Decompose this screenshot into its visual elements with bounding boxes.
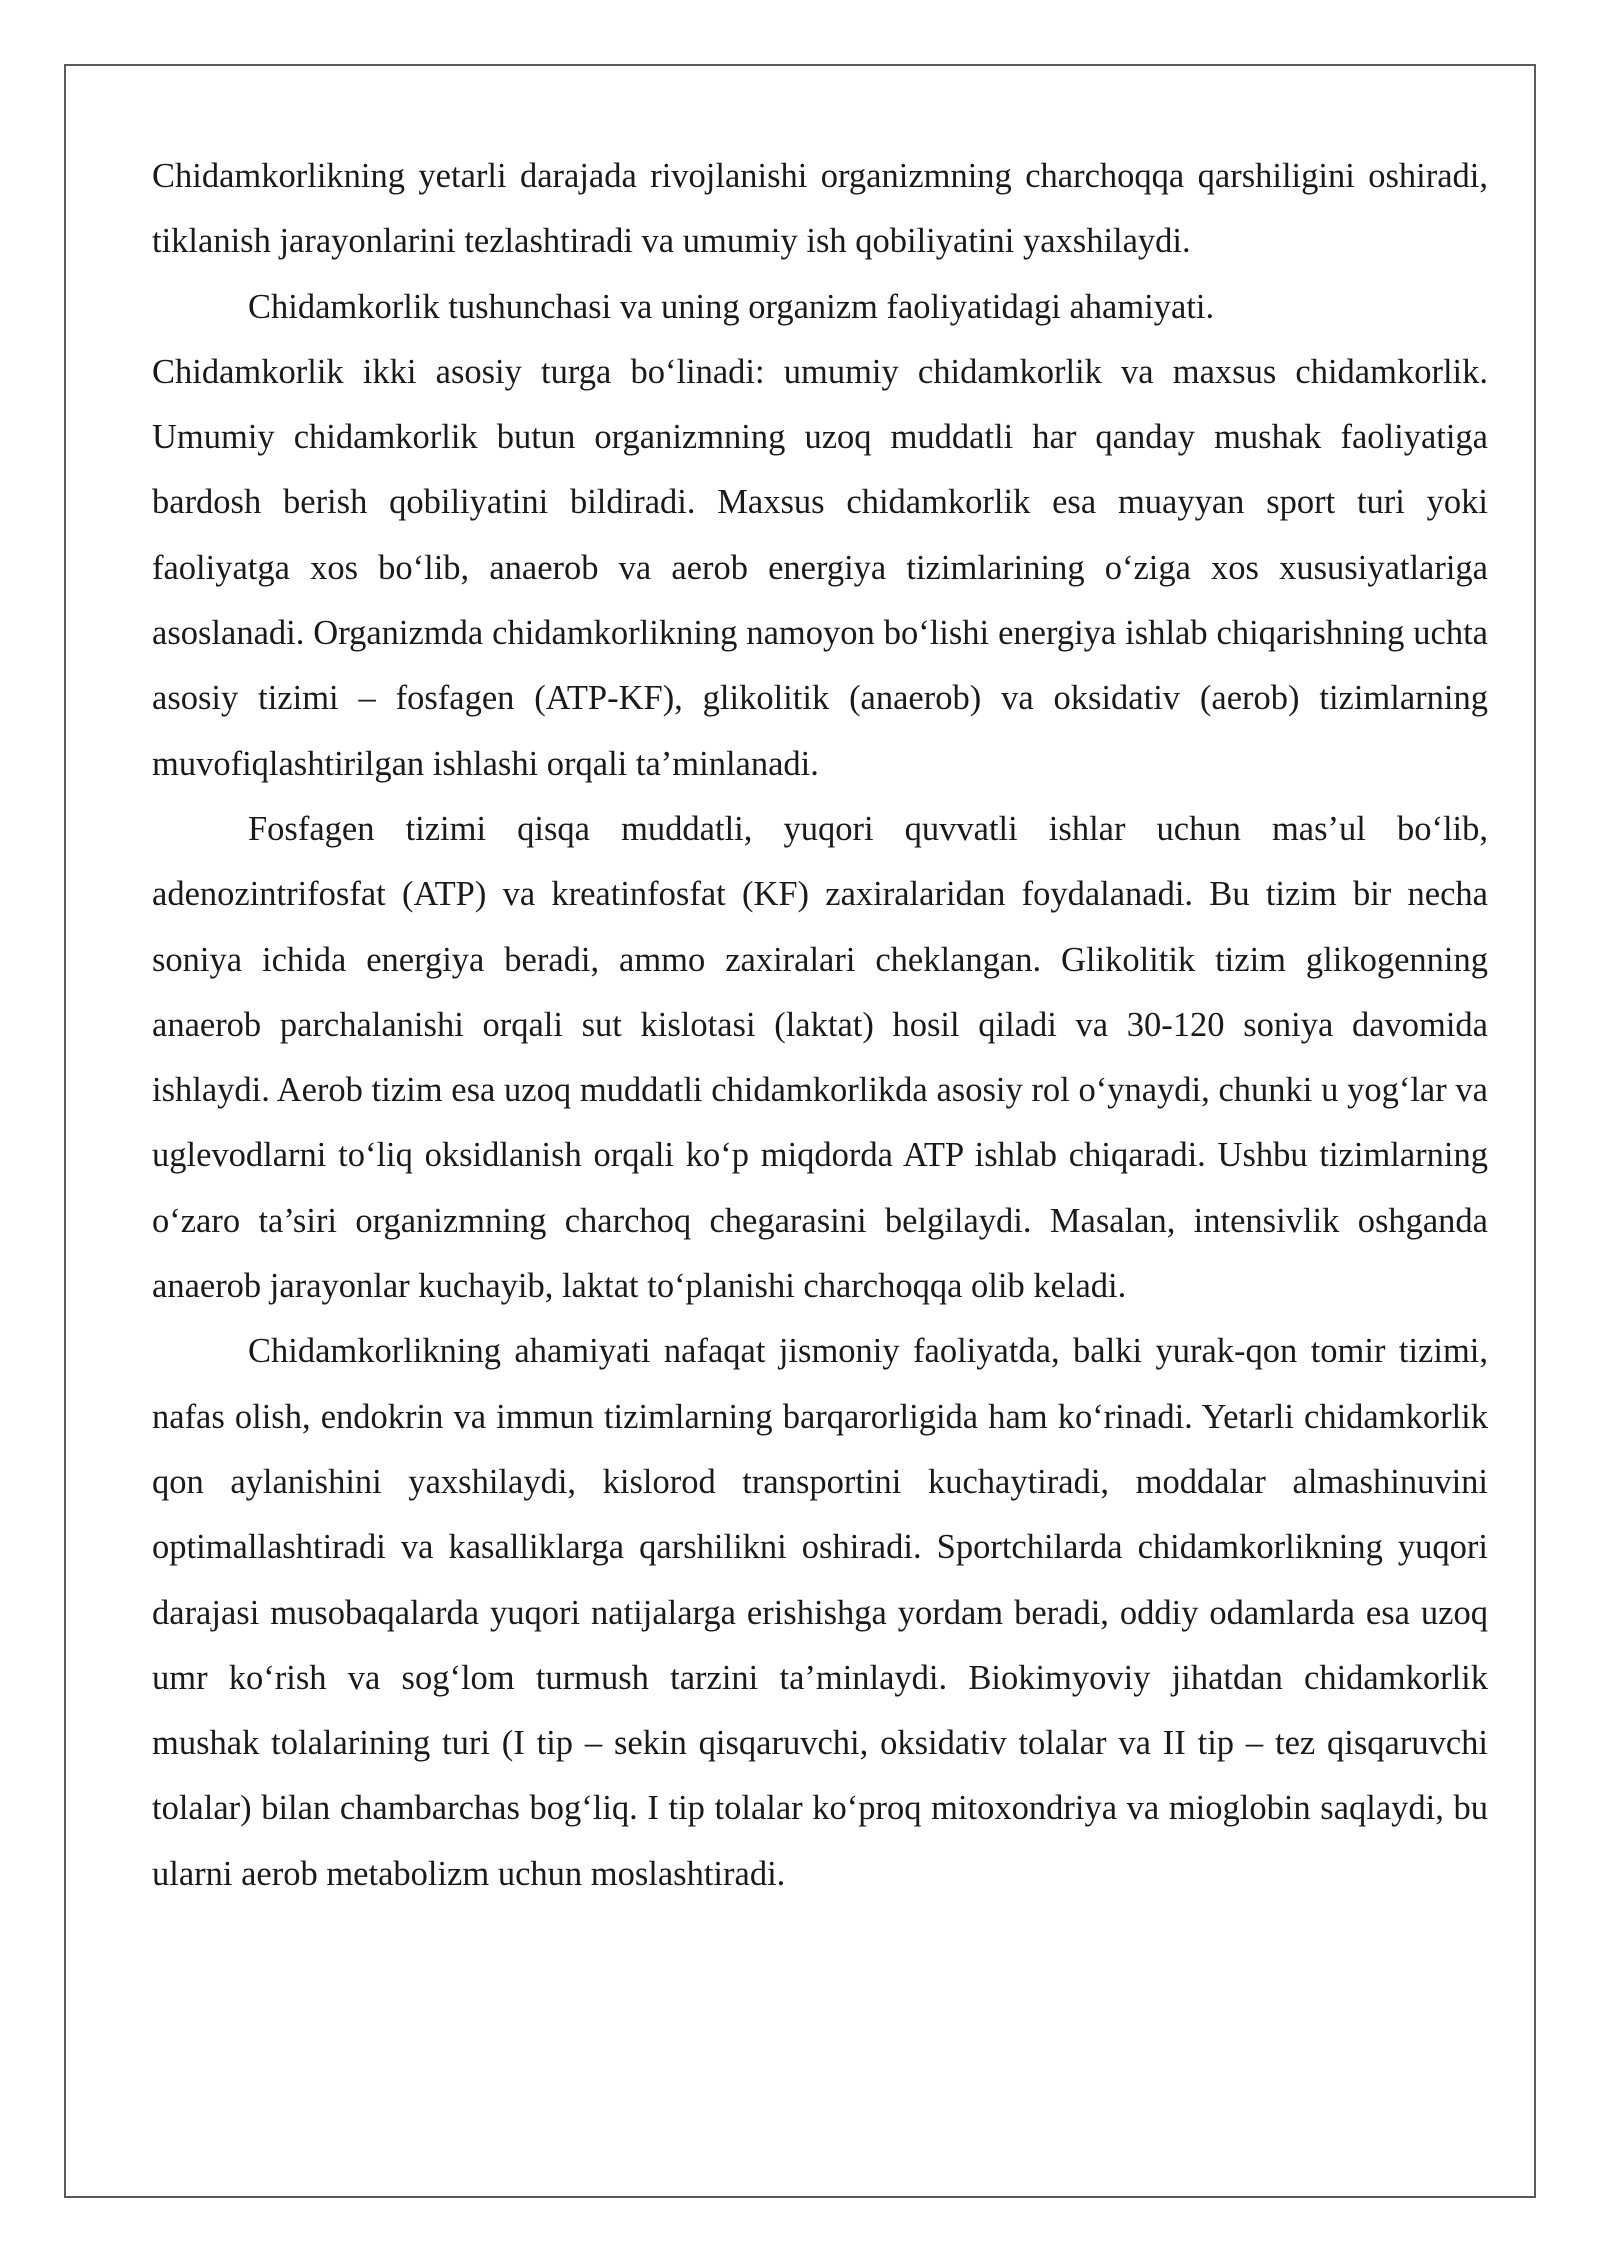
document-body xyxy=(152,144,1488,1907)
paragraph-endurance-importance: Chidamkorlikning ahamiyati nafaqat jismoniy faoliyatda, balki yurak-qon tomir tizimi, nafas olish, endokrin va immun tizimlarning barqarorligida ham ko‘rinadi. Yetarli chidamkorlik qon aylanishini yaxshilaydi, kislorod transportini kuchaytiradi, moddalar almashinuvini optimallashtiradi va kasalliklarga qarshilikni oshiradi. Sportchilarda chidamkorlikning yuqori darajasi musobaqalarda yuqori natijalarga erishishga yordam beradi, oddiy odamlarda esa uzoq umr ko‘rish va sog‘lom turmush tarzini ta’minlaydi. Biokimyoviy jihatdan chidamkorlik mushak tolalarining turi (I tip – sekin qisqaruvchi, oksidativ tolalar va II tip – tez qisqaruvchi tolalar) bilan chambarchas bog‘liq. I tip tolalar ko‘proq mitoxondriya va mioglobin saqlaydi, bu ularni aerob metabolizm uchun moslashtiradi. xyxy=(152,1332,1488,1893)
paragraph-energy-systems: Fosfagen tizimi qisqa muddatli, yuqori quvvatli ishlar uchun mas’ul bo‘lib, adenozintrifosfat (ATP) va kreatinfosfat (KF) zaxiralaridan foydalanadi. Bu tizim bir necha soniya ichida energiya beradi, ammo zaxiralari cheklangan. Glikolitik tizim glikogenning anaerob parchalanishi orqali sut kislotasi (laktat) hosil qiladi va 30-120 soniya davomida ishlaydi. Aerob tizim esa uzoq muddatli chidamkorlikda asosiy rol o‘ynaydi, chunki u yog‘lar va uglevodlarni to‘liq oksidlanish orqali ko‘p miqdorda ATP ishlab chiqaradi. Ushbu tizimlarning o‘zaro ta’siri organizmning charchoq chegarasini belgilaydi. Masalan, intensivlik oshganda anaerob jarayonlar kuchayib, laktat to‘planishi charchoqqa olib keladi. xyxy=(152,809,1488,1306)
paragraph-intro: Chidamkorlikning yetarli darajada rivojlanishi organizmning charchoqqa qarshiligini oshiradi, tiklanish jarayonlarini tezlashtiradi va umumiy ish qobiliyatini yaxshilaydi. xyxy=(152,157,1488,261)
section-heading: Chidamkorlik tushunchasi va uning organizm faoliyatidagi ahamiyati. xyxy=(248,287,1215,326)
paragraph-endurance-types: Chidamkorlik ikki asosiy turga bo‘linadi: umumiy chidamkorlik va maxsus chidamkorlik. Umumiy chidamkorlik butun organizmning uzoq muddatli har qanday mushak faoliyatiga bardosh berish qobiliyatini bildiradi. Maxsus chidamkorlik esa muayyan sport turi yoki faoliyatga xos bo‘lib, anaerob va aerob energiya tizimlarining o‘ziga xos xususiyatlariga asoslanadi. Organizmda chidamkorlikning namoyon bo‘lishi energiya ishlab chiqarishning uchta asosiy tizimi – fosfagen (ATP-KF), glikolitik (anaerob) va oksidativ (aerob) tizimlarning muvofiqlashtirilgan ishlashi orqali ta’minlanadi. xyxy=(152,352,1488,783)
